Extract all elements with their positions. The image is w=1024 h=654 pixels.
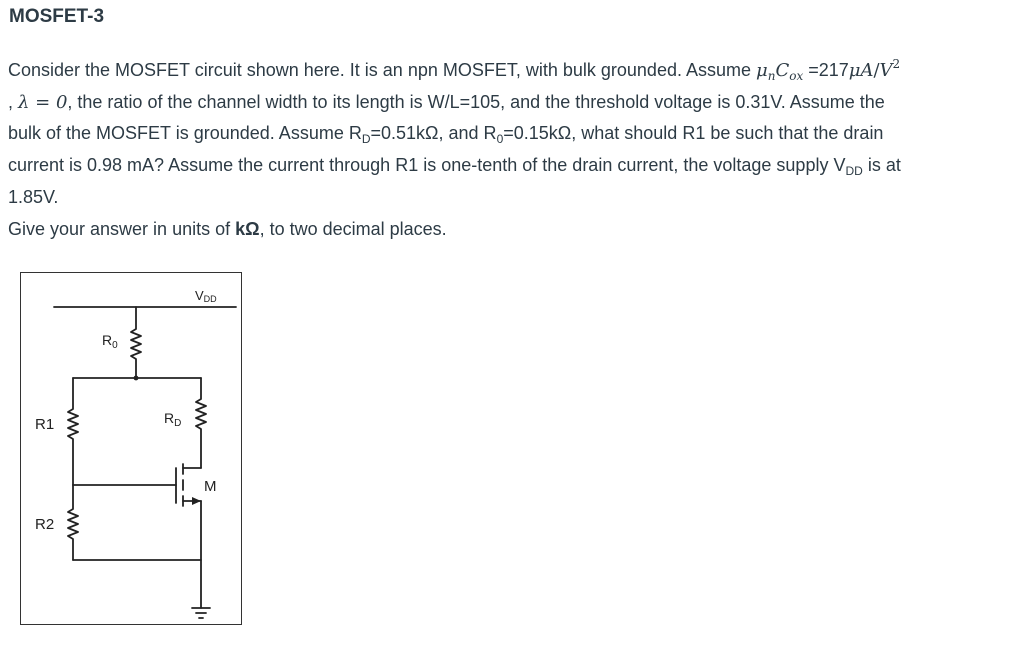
- process-unit: $\mu A/V^2$: [848, 57, 901, 81]
- r2-label: R2: [35, 516, 55, 533]
- statement-line-3: bulk of the MOSFET is grounded. Assume $R_D=0.51k\Omega$, and $R_0=0.15k\Omega$, what should R1 be such that the drain: [8, 123, 884, 146]
- problem-statement: [8, 55, 1018, 212]
- problem-title: MOSFET-3: [9, 6, 105, 27]
- statement-line-1: Consider the MOSFET circuit shown here. It is an npn MOSFET, with bulk grounded. Assume $\mu_nC_{ox} =217\mu A/V^2$: [8, 57, 901, 83]
- statement-line-4: current is 0.98 mA? Assume the current through R1 is one-tenth of the drain current, the voltage supply $V_{DD}$ is at: [8, 155, 901, 178]
- mobility-symbol: $\mu_nC_{ox}$: [756, 60, 804, 83]
- r1-resistor: [68, 378, 78, 485]
- lambda-symbol: λ = 0: [18, 92, 68, 113]
- rd-label: $R_D$: [164, 410, 182, 429]
- r0-resistor: [131, 307, 141, 378]
- circuit-figure: [20, 272, 242, 625]
- mosfet-label: M: [204, 478, 217, 495]
- junction-dot: [134, 376, 139, 381]
- statement-line-5: 1.85V.: [8, 187, 59, 207]
- r0-label: $R_0$: [102, 332, 118, 351]
- source-arrow: [192, 497, 201, 505]
- r1-label: R1: [35, 416, 55, 433]
- vdd-label: VDD: [195, 288, 217, 304]
- statement-line-2: , λ = 0, the ratio of the channel width to its length is W/L=105, and the threshold voltage is 0.31V. Assume the: [8, 92, 885, 113]
- rd-resistor: [196, 378, 206, 468]
- circuit-diagram: [21, 273, 243, 626]
- r2-resistor: [68, 485, 78, 560]
- answer-instruction: Give your answer in units of kΩ, to two decimal places.: [8, 219, 447, 239]
